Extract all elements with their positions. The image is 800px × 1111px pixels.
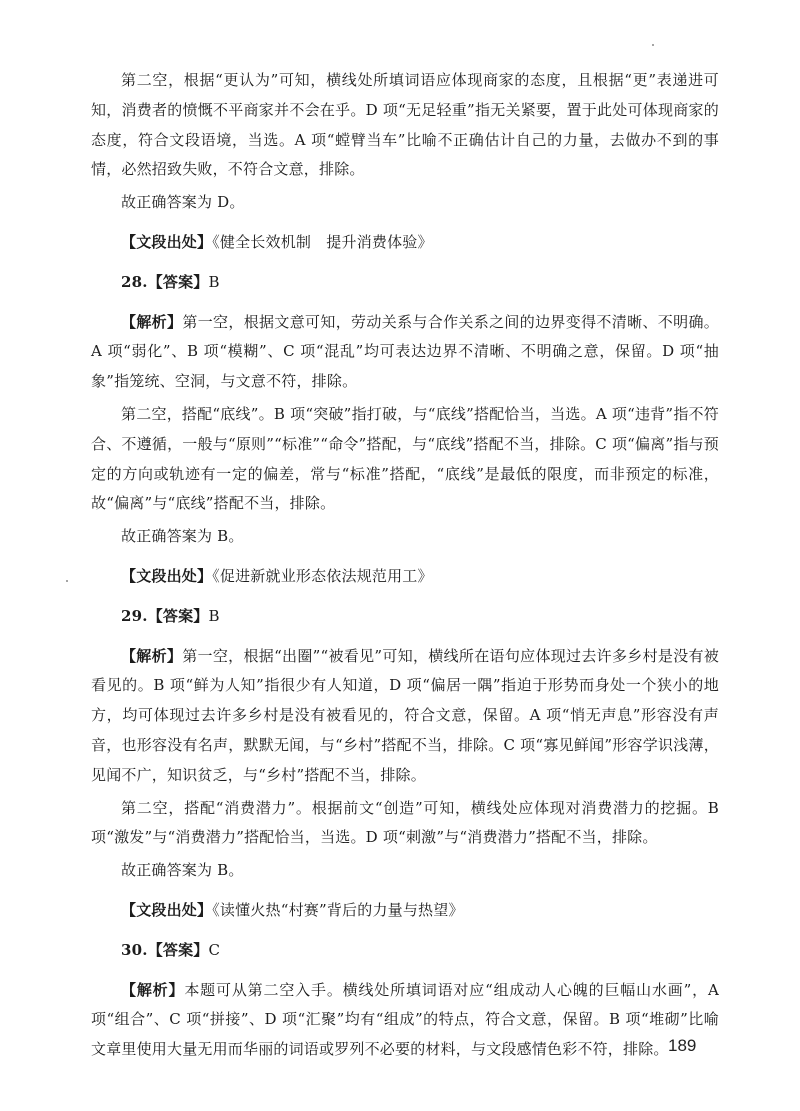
page-number: 189 (668, 1036, 697, 1055)
scan-speck (66, 580, 68, 582)
paragraph-2: 【文段出处】《健全长效机制 提升消费体验》 (121, 232, 433, 251)
paragraph-0: 第二空，根据“更认为”可知，横线处所填词语应体现商家的态度，且根据“更”表递进可知，消费者的愤慨不平商家并不会在乎。D 项“无足轻重”指无关紧要，置于此处可体现商家的态度，符合文段语境，当选。A 项“螳臂当车”比喻不正确估计自己的力量，去做办不到的事情，必然招致失败，不符合文意，排除。 (91, 71, 719, 179)
paragraph-9: 【解析】第一空，根据“出圈”“被看见”可知，横线所在语句应体现过去许多乡村是没有被看见的。B 项“鲜为人知”指很少有人知道，D 项“偏居一隅”指迫于形势而身处一个狭小的地方，均可体现过去许多乡村是没有被看见的，符合文意，保留。A 项“悄无声息”形容没有声音，也形容没有名声，默默无闻，与“乡村”搭配不当，排除。C 项“寡见鲜闻”形容学识浅薄，见闻不广，知识贫乏，与“乡村”搭配不当，排除。 (91, 646, 719, 784)
paragraph-3: 28.【答案】B (121, 272, 220, 291)
paragraph-4: 【解析】第一空，根据文意可知，劳动关系与合作关系之间的边界变得不清晰、不明确。A 项“弱化”、B 项“模糊”、C 项“混乱”均可表达边界不清晰、不明确之意，保留。D 项“抽象”指笼统、空洞，与文意不符，排除。 (91, 312, 719, 391)
paragraph-11: 故正确答案为 B。 (121, 861, 244, 880)
paragraph-5: 第二空，搭配“底线”。B 项“突破”指打破，与“底线”搭配恰当，当选。A 项“违背”指不符合、不遵循，一般与“原则”“标准”“命令”搭配，与“底线”搭配不当，排除。C 项“偏离”指与预定的方向或轨迹有一定的偏差，常与“标准”搭配，“底线”是最低的限度，而非预定的标准，故“偏离”与“底线”搭配不当，排除。 (91, 404, 719, 513)
paragraph-14: 【解析】本题可从第二空入手。横线处所填词语对应“组成动人心魄的巨幅山水画”，A 项“组合”、C 项“拼接”、D 项“汇聚”均有“组成”的特点，符合文意，保留。B 项“堆砌”比喻文章里使用大量无用而华丽的词语或罗列不必要的材料，与文段感情色彩不符，排除。 (91, 980, 719, 1059)
paragraph-12: 【文段出处】《读懂火热“村赛”背后的力量与热望》 (121, 900, 464, 919)
paragraph-7: 【文段出处】《促进新就业形态依法规范用工》 (121, 566, 433, 585)
scan-speck (652, 44, 654, 46)
paragraph-13: 30.【答案】C (121, 940, 221, 959)
paragraph-1: 故正确答案为 D。 (121, 193, 245, 212)
paragraph-6: 故正确答案为 B。 (121, 527, 244, 546)
page-content (91, 66, 719, 1068)
paragraph-10: 第二空，搭配“消费潜力”。根据前文“创造”可知，横线处应体现对消费潜力的挖掘。B 项“激发”与“消费潜力”搭配恰当，当选。D 项“刺激”与“消费潜力”搭配不当，排除。 (91, 798, 719, 847)
paragraph-8: 29.【答案】B (121, 606, 220, 625)
